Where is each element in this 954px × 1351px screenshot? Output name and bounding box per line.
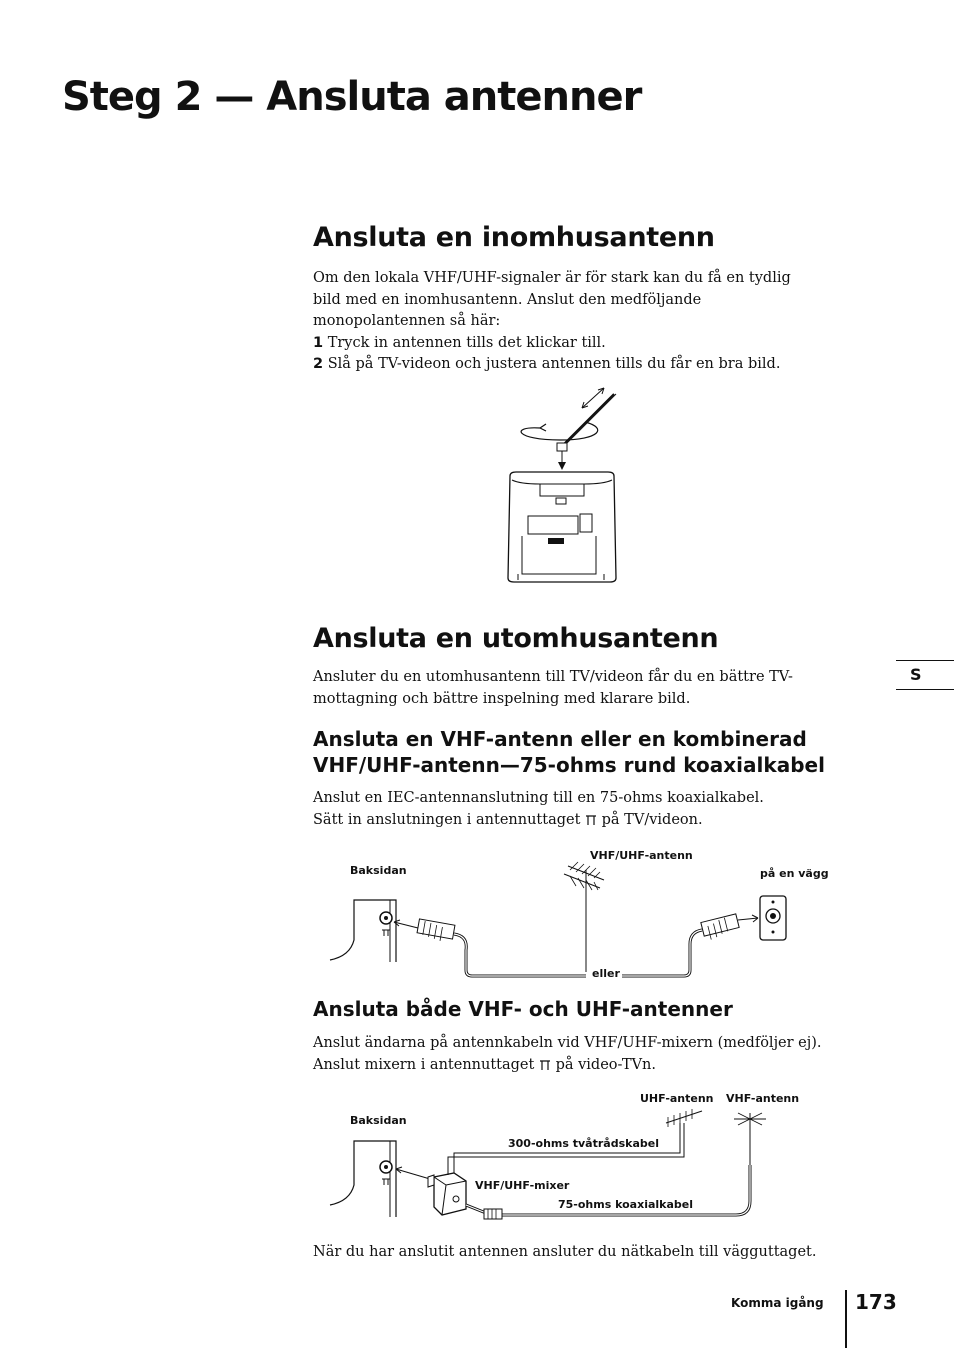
vhf-antenna-label: VHF-antenn — [726, 1092, 800, 1105]
vhf-heading — [313, 726, 825, 778]
vhf-uhf-connection-diagram — [330, 1105, 780, 1225]
footer-divider — [845, 1290, 847, 1348]
vhf-text — [313, 788, 823, 831]
vhf-text-line-1: Anslut en IEC-antennanslutning till en 75-ohms koaxialkabel. — [313, 790, 764, 806]
both-text-post: på video-TVn. — [555, 1056, 656, 1073]
both-heading: Ansluta både VHF- och UHF-antenner — [313, 997, 733, 1021]
language-tab — [896, 660, 954, 690]
vhf-uhf-antenna-label: VHF/UHF-antenn — [590, 849, 693, 862]
vhf-connection-diagram — [330, 860, 800, 985]
language-tab-label: S — [910, 665, 922, 684]
both-text-line-1: Anslut ändarna på antennkabeln vid VHF/UHF-mixern (medföljer ej). — [313, 1035, 822, 1051]
page-number: 173 — [855, 1290, 897, 1314]
wall-label: på en vägg — [760, 867, 829, 880]
indoor-intro: Om den lokala VHF/UHF-signaler är för stark kan du få en tydlig bild med en inomhusantenn. Anslut den medföljande monopolantennen så här: — [313, 270, 791, 329]
outdoor-heading: Ansluta en utomhusantenn — [313, 623, 719, 654]
indoor-step-1 — [313, 333, 823, 355]
uhf-antenna-label: UHF-antenn — [640, 1092, 714, 1105]
vhf-text-post: på TV/videon. — [601, 811, 703, 828]
coax-cable-label: 75-ohms koaxialkabel — [558, 1198, 694, 1211]
vhf-heading-line-2: VHF/UHF-antenn—75-ohms rund koaxialkabel — [313, 753, 825, 777]
page-title: Steg 2 — Ansluta antenner — [62, 74, 642, 120]
footer-section: Komma igång — [731, 1296, 824, 1310]
both-text-pre: Anslut mixern i antennuttaget — [313, 1056, 535, 1073]
mixer-label: VHF/UHF-mixer — [475, 1179, 570, 1192]
outdoor-intro: Ansluter du en utomhusantenn till TV/videon får du en bättre TV-mottagning och bättre inspelning med klarare bild. — [313, 669, 793, 707]
rear-label: Baksidan — [350, 1114, 407, 1127]
vhf-text-pre: Sätt in anslutningen i antennuttaget — [313, 811, 581, 828]
antenna-jack-icon — [539, 1060, 551, 1070]
twin-lead-cable-label: 300-ohms tvåtrådskabel — [508, 1137, 659, 1150]
closing-text: När du har anslutit antennen ansluter du nätkabeln till vägguttaget. — [313, 1244, 817, 1260]
step-text: Slå på TV-videon och justera antennen tills du får en bra bild. — [327, 356, 781, 372]
step-number: 1 — [313, 334, 324, 351]
antenna-jack-icon — [585, 815, 597, 825]
step-number: 2 — [313, 356, 324, 372]
rear-label: Baksidan — [350, 864, 407, 877]
step-text: Tryck in antennen tills det klickar till. — [327, 334, 606, 351]
indoor-antenna-illustration — [500, 388, 630, 588]
both-text-line-2 — [313, 1055, 823, 1077]
indoor-text — [313, 268, 823, 376]
or-label: eller — [592, 967, 620, 980]
vhf-text-line-2 — [313, 810, 823, 832]
indoor-heading: Ansluta en inomhusantenn — [313, 222, 715, 253]
both-text — [313, 1033, 823, 1076]
vhf-heading-line-1: Ansluta en VHF-antenn eller en kombinerad — [313, 727, 807, 751]
indoor-step-2 — [313, 354, 823, 376]
